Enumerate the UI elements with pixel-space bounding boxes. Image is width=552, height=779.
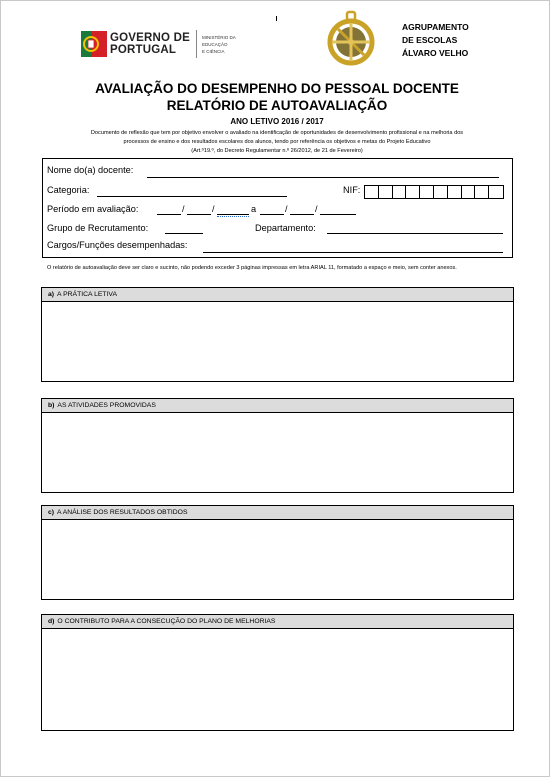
nif-digit-cell	[379, 186, 393, 198]
section-improvement-plan	[41, 614, 514, 731]
section-letter: d)	[48, 618, 55, 625]
school-name-line3: ÁLVARO VELHO	[402, 48, 469, 58]
document-description	[31, 129, 523, 156]
category-label: Categoria:	[47, 185, 90, 195]
section-header	[42, 615, 513, 629]
ministry-line1: MINISTÉRIO DA EDUCAÇÃO	[201, 34, 236, 47]
name-field[interactable]	[147, 177, 499, 178]
school-year: ANO LETIVO 2016 / 2017	[230, 117, 324, 126]
roles-label: Cargos/Funções desempenhadas:	[47, 240, 188, 250]
date-slash: /	[285, 204, 288, 214]
section-title: A ANÁLISE DOS RESULTADOS OBTIDOS	[57, 509, 188, 516]
date-slash: /	[315, 204, 318, 214]
nif-digit-cell	[475, 186, 489, 198]
document-subtitle: RELATÓRIO DE AUTOAVALIAÇÃO	[166, 98, 388, 113]
description-line3: (Art.º19.º, do Decreto Regulamentar n.º 26/2012, de 21 de Fevereiro)	[191, 148, 363, 154]
ministry-line2: E CIÊNCIA	[201, 48, 225, 54]
nif-digit-cell	[365, 186, 379, 198]
astrolabe-logo-icon	[322, 9, 380, 67]
period-start-year[interactable]	[217, 214, 249, 215]
section-letter: b)	[48, 402, 55, 409]
section-promoted-activities	[41, 398, 514, 493]
section-title: A PRÁTICA LETIVA	[57, 291, 117, 298]
section-text-area[interactable]	[42, 302, 513, 381]
nif-digit-cell	[434, 186, 448, 198]
period-separator: a	[251, 204, 257, 214]
recruitment-group-field[interactable]	[165, 233, 203, 234]
section-title: AS ATIVIDADES PROMOVIDAS	[57, 402, 156, 409]
date-slash: /	[182, 204, 185, 214]
period-end-year[interactable]	[320, 214, 356, 215]
instructions-note: O relatório de autoavaliação deve ser claro e sucinto, não podendo exceder 3 páginas impressas em letra ARIAL 11, formatado a espaço e meio, sem conter anexos.	[47, 265, 457, 271]
department-field[interactable]	[327, 233, 503, 234]
nif-digit-cell	[462, 186, 476, 198]
period-end-day[interactable]	[260, 214, 284, 215]
department-label: Departamento:	[255, 223, 316, 233]
school-name-line2: DE ESCOLAS	[402, 35, 458, 45]
section-header	[42, 506, 513, 520]
nif-digit-cell	[448, 186, 462, 198]
nif-digit-cell	[393, 186, 407, 198]
period-end-month[interactable]	[290, 214, 314, 215]
school-name	[402, 21, 469, 60]
recruitment-group-label: Grupo de Recrutamento:	[47, 223, 149, 233]
section-text-area[interactable]	[42, 520, 513, 599]
ministry-text	[202, 34, 262, 55]
description-line2: processos de ensino e dos resultados escolares dos alunos, tendo por referência os objetivos e metas do Projeto Educativo	[123, 139, 431, 145]
section-text-area[interactable]	[42, 413, 513, 492]
roles-field[interactable]	[203, 252, 503, 253]
section-header	[42, 399, 513, 413]
document-header	[1, 1, 550, 76]
school-name-line1: AGRUPAMENTO	[402, 22, 469, 32]
stray-mark	[276, 16, 277, 21]
spellcheck-underline	[217, 216, 249, 217]
portugal-emblem-icon	[81, 29, 107, 59]
government-logo	[81, 27, 262, 61]
nif-digit-cell	[420, 186, 434, 198]
section-letter: c)	[48, 509, 55, 516]
document-title: AVALIAÇÃO DO DESEMPENHO DO PESSOAL DOCENTE	[95, 81, 459, 96]
gov-text-line2: PORTUGAL	[110, 44, 177, 56]
section-text-area[interactable]	[42, 629, 513, 730]
period-start-day[interactable]	[157, 214, 181, 215]
category-field[interactable]	[97, 196, 287, 197]
section-results-analysis	[41, 505, 514, 600]
logo-divider	[196, 30, 197, 58]
period-start-month[interactable]	[187, 214, 211, 215]
nif-label: NIF:	[343, 185, 361, 195]
description-line1: Documento de reflexão que tem por objetivo envolver o avaliado na identificação de oportunidades de desenvolvimento profissional e na melhoria dos	[90, 130, 464, 136]
section-title: O CONTRIBUTO PARA A CONSECUÇÃO DO PLANO DE MELHORIAS	[57, 618, 276, 625]
section-header	[42, 288, 513, 302]
period-label: Período em avaliação:	[47, 204, 139, 214]
nif-digit-cell	[406, 186, 420, 198]
name-label: Nome do(a) docente:	[47, 165, 134, 175]
date-slash: /	[212, 204, 215, 214]
gov-text-line1: GOVERNO DE	[110, 32, 190, 44]
nif-field[interactable]	[364, 185, 504, 199]
section-teaching-practice	[41, 287, 514, 382]
nif-digit-cell	[489, 186, 503, 198]
section-letter: a)	[48, 291, 55, 298]
